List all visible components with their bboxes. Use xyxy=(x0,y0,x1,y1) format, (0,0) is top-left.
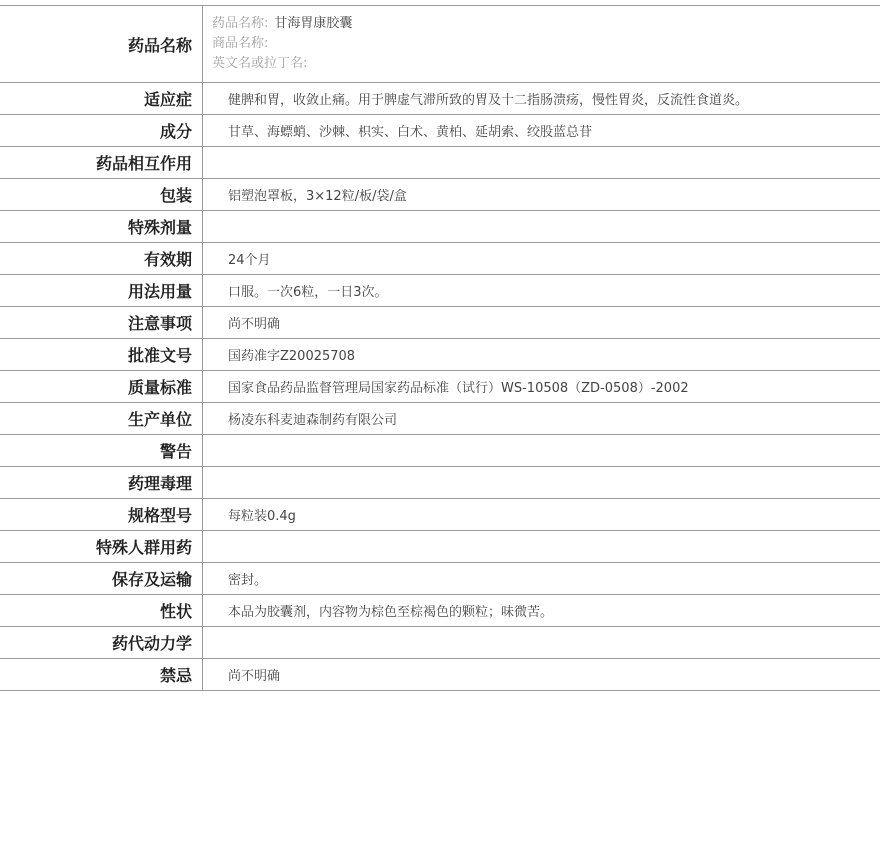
row-label: 用法用量 xyxy=(0,275,203,307)
table-row xyxy=(0,499,880,531)
row-label: 药理毒理 xyxy=(0,467,203,499)
row-label: 适应症 xyxy=(0,83,203,115)
table-row xyxy=(0,115,880,147)
table-row xyxy=(0,83,880,115)
table-row xyxy=(0,147,880,179)
row-label: 成分 xyxy=(0,115,203,147)
table-row xyxy=(0,371,880,403)
row-label: 性状 xyxy=(0,595,203,627)
row-label: 有效期 xyxy=(0,243,203,275)
row-value: 密封。 xyxy=(203,563,880,595)
row-value: 铝塑泡罩板，3×12粒/板/袋/盒 xyxy=(203,179,880,211)
row-value: 国家食品药品监督管理局国家药品标准（试行）WS-10508（ZD-0508）-2002 xyxy=(203,371,880,403)
row-label: 特殊剂量 xyxy=(0,211,203,243)
english-name-line xyxy=(212,54,880,74)
table-row xyxy=(0,531,880,563)
row-label: 注意事项 xyxy=(0,307,203,339)
table-row xyxy=(0,403,880,435)
row-label: 生产单位 xyxy=(0,403,203,435)
table-row xyxy=(0,243,880,275)
row-label: 药代动力学 xyxy=(0,627,203,659)
table-row xyxy=(0,275,880,307)
table-row xyxy=(0,211,880,243)
english-name-label: 英文名或拉丁名: xyxy=(212,56,308,71)
row-value xyxy=(203,211,880,243)
trade-name-label: 商品名称: xyxy=(212,36,269,51)
drug-spec-sheet xyxy=(0,5,880,691)
row-value xyxy=(203,467,880,499)
row-value: 尚不明确 xyxy=(203,307,880,339)
row-label: 批准文号 xyxy=(0,339,203,371)
row-label: 药品名称 xyxy=(0,6,203,83)
row-label: 包装 xyxy=(0,179,203,211)
table-row xyxy=(0,627,880,659)
generic-name-value: 甘海胃康胶囊 xyxy=(274,16,353,31)
row-value: 尚不明确 xyxy=(203,659,880,691)
table-row xyxy=(0,563,880,595)
drug-spec-table xyxy=(0,5,880,691)
row-label: 质量标准 xyxy=(0,371,203,403)
table-row xyxy=(0,339,880,371)
row-value xyxy=(203,147,880,179)
row-value xyxy=(203,627,880,659)
table-row xyxy=(0,307,880,339)
generic-name-line xyxy=(212,14,880,34)
row-label: 禁忌 xyxy=(0,659,203,691)
table-row xyxy=(0,659,880,691)
row-label: 药品相互作用 xyxy=(0,147,203,179)
row-value: 甘草、海螵蛸、沙棘、枳实、白术、黄柏、延胡索、绞股蓝总苷 xyxy=(203,115,880,147)
row-value xyxy=(203,531,880,563)
trade-name-line xyxy=(212,34,880,54)
table-row xyxy=(0,467,880,499)
row-label: 警告 xyxy=(0,435,203,467)
row-value xyxy=(203,435,880,467)
table-row xyxy=(0,435,880,467)
generic-name-label: 药品名称: xyxy=(212,16,269,31)
row-label: 保存及运输 xyxy=(0,563,203,595)
row-value: 每粒装0.4g xyxy=(203,499,880,531)
drug-name-cell xyxy=(203,6,880,83)
row-value: 口服。一次6粒，一日3次。 xyxy=(203,275,880,307)
table-row-drug-name xyxy=(0,6,880,83)
row-value: 本品为胶囊剂，内容物为棕色至棕褐色的颗粒；味微苦。 xyxy=(203,595,880,627)
row-label: 规格型号 xyxy=(0,499,203,531)
row-value: 健脾和胃，收敛止痛。用于脾虚气滞所致的胃及十二指肠溃疡，慢性胃炎，反流性食道炎。 xyxy=(203,83,880,115)
table-row xyxy=(0,595,880,627)
row-value: 杨凌东科麦迪森制药有限公司 xyxy=(203,403,880,435)
row-value: 24个月 xyxy=(203,243,880,275)
row-label: 特殊人群用药 xyxy=(0,531,203,563)
row-value: 国药准字Z20025708 xyxy=(203,339,880,371)
table-row xyxy=(0,179,880,211)
